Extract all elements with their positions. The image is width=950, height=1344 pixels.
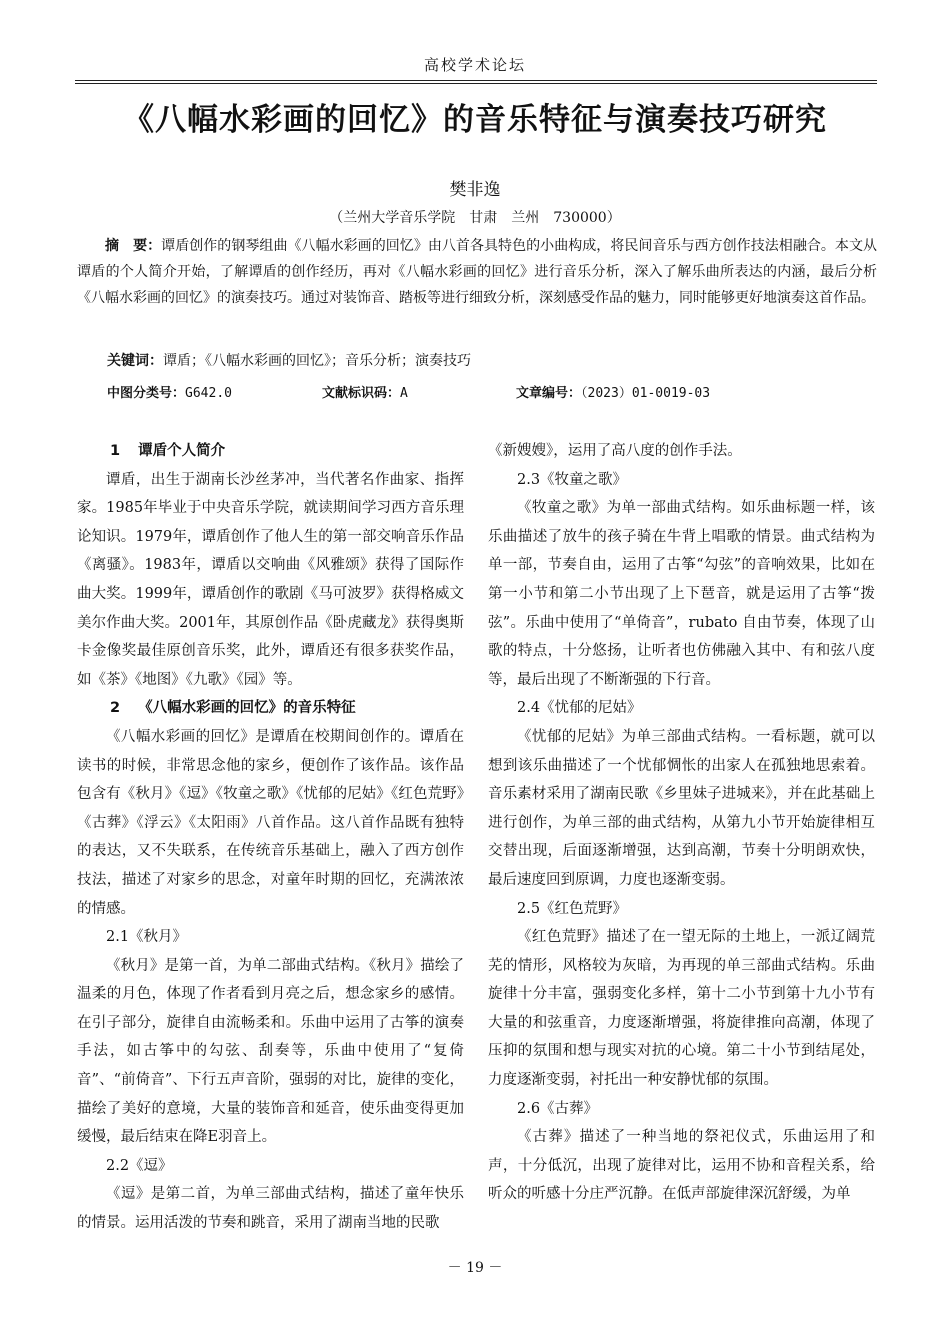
section-title: 《八幅水彩画的回忆》的音乐特征 xyxy=(138,700,356,717)
right-column xyxy=(488,437,875,1209)
subsection-heading-2-6: 2.6《古葬》 xyxy=(517,1100,599,1117)
keywords-label: 关键词： xyxy=(107,353,163,369)
clc-value: G642.0 xyxy=(185,386,232,401)
article-author: 樊非逸 xyxy=(449,180,501,200)
abstract-label: 摘 要： xyxy=(105,238,162,254)
paragraph: 《古葬》描述了一种当地的祭祀仪式，乐曲运用了和声，十分低沉，出现了旋律对比，运用不协和音程关系，给听众的听感十分庄严沉静。在低声部旋律深沉舒缓，为单 xyxy=(488,1129,875,1203)
paragraph: 《逗》是第二首，为单三部曲式结构，描述了童年快乐的情景。运用活泼的节奏和跳音，采用了湖南当地的民歌 xyxy=(77,1186,464,1232)
subsection-heading-2-5: 2.5《红色荒野》 xyxy=(517,900,628,917)
journal-header: 高校学术论坛 xyxy=(423,56,526,74)
header-rule-double xyxy=(75,83,877,84)
paragraph: 《忧郁的尼姑》为单三部曲式结构。一看标题，就可以想到该乐曲描述了一个忧郁惆怅的出家人在孤独地思索着。音乐素材采用了湖南民歌《乡里妹子进城来》，并在此基础上进行创作，为单三部的曲式结构，从第九小节开始旋律相互交替出现，后面逐渐增强，达到高潮，节奏十分明朗欢快，最后速度回到原调，力度也逐渐变弱。 xyxy=(488,728,875,888)
article-title: 《八幅水彩画的回忆》的音乐特征与演奏技巧研究 xyxy=(123,102,827,138)
section-number: 2 xyxy=(110,700,121,717)
article-number-value: （2023）01-0019-03 xyxy=(581,386,711,401)
clc-number xyxy=(107,382,232,401)
section-number: 1 xyxy=(110,443,121,459)
keywords-text: 谭盾；《八幅水彩画的回忆》；音乐分析；演奏技巧 xyxy=(163,353,471,369)
document-code-label: 文献标识码： xyxy=(322,386,401,401)
document-code xyxy=(322,382,408,401)
keywords xyxy=(107,350,471,370)
header-rule xyxy=(75,80,877,81)
paragraph: 《秋月》是第一首，为单二部曲式结构。《秋月》描绘了温柔的月色，体现了作者看到月亮之后，想念家乡的感情。在引子部分，旋律自由流畅柔和。乐曲中运用了古筝的演奏手法，如古筝中的勾弦、刮奏等，乐曲中使用了“复倚音”、“前倚音”、下行五声音阶，强弱的对比，旋律的变化，描绘了美好的意境，大量的装饰音和延音，使乐曲变得更加缓慢，最后结束在降E羽音上。 xyxy=(77,957,464,1146)
subsection-heading-2-4: 2.4《忧郁的尼姑》 xyxy=(517,700,642,717)
paragraph-continued: 《新嫂嫂》，运用了高八度的创作手法。 xyxy=(488,443,742,459)
subsection-heading-2-3: 2.3《牧童之歌》 xyxy=(517,471,628,488)
paragraph: 《牧童之歌》为单一部曲式结构。如乐曲标题一样，该乐曲描述了放牛的孩子骑在牛背上唱歌的情景。曲式结构为单一部，节奏自由，运用了古筝“勾弦”的音响效果，比如在第一小节和第二小节出现了上下琶音，就是运用了古筝“拨弦”。乐曲中使用了“单倚音”，rubato 自由节奏，体现了山歌的特点，十分悠扬，让听者也仿佛融入其中、有和弦八度等，最后出现了不断渐强的下行音。 xyxy=(488,500,875,688)
section-title: 谭盾个人简介 xyxy=(138,443,226,459)
paragraph: 谭盾，出生于湖南长沙丝茅冲，当代著名作曲家、指挥家。1985年毕业于中央音乐学院，就读期间学习西方音乐理论知识。1979年，谭盾创作了他人生的第一部交响音乐作品《离骚》。1983年，谭盾以交响曲《风雅颂》获得了国际作曲大奖。1999年，谭盾创作的歌剧《马可波罗》获得格威文美尔作曲大奖。2001年，其原创作品《卧虎藏龙》获得奥斯卡金像奖最佳原创音乐奖，此外，谭盾还有很多获奖作品，如《茶》《地图》《九歌》《园》等。 xyxy=(77,471,464,688)
author-affiliation: （兰州大学音乐学院 甘肃 兰州 730000） xyxy=(329,210,621,226)
clc-label: 中图分类号： xyxy=(107,386,186,401)
section-heading-2 xyxy=(77,694,464,723)
subsection-heading-2-1: 2.1《秋月》 xyxy=(106,929,188,946)
abstract-text: 谭盾创作的钢琴组曲《八幅水彩画的回忆》由八首各具特色的小曲构成，将民间音乐与西方创作技法相融合。本文从谭盾的个人简介开始，了解谭盾的创作经历，再对《八幅水彩画的回忆》进行音乐分析，深入了解乐曲所表达的内涵，最后分析《八幅水彩画的回忆》的演奏技巧。通过对装饰音、踏板等进行细致分析，深刻感受作品的魅力，同时能够更好地演奏这首作品。 xyxy=(77,238,878,306)
article-number xyxy=(516,382,710,401)
page-number: － 19 － xyxy=(447,1260,503,1276)
left-column xyxy=(77,437,464,1238)
document-code-value: A xyxy=(400,386,408,401)
section-heading-1 xyxy=(77,437,464,466)
subsection-heading-2-2: 2.2《逗》 xyxy=(106,1157,173,1174)
paragraph: 《八幅水彩画的回忆》是谭盾在校期间创作的。谭盾在读书的时候，非常思念他的家乡，便创作了该作品。该作品包含有《秋月》《逗》《牧童之歌》《忧郁的尼姑》《红色荒野》《古葬》《浮云》《太阳雨》八首作品。这八首作品既有独特的表达，又不失联系，在传统音乐基础上，融入了西方创作技法，描述了对家乡的思念，对童年时期的回忆，充满浓浓的情感。 xyxy=(77,728,464,917)
abstract xyxy=(77,233,877,311)
article-number-label: 文章编号： xyxy=(516,386,582,401)
paragraph: 《红色荒野》描述了在一望无际的土地上，一派辽阔荒芜的情形，风格较为灰暗，为再现的单三部曲式结构。乐曲旋律十分丰富，强弱变化多样，第十二小节到第十九小节有大量的和弦重音，力度逐渐增强，将旋律推向高潮，体现了压抑的氛围和想与现实对抗的心境。第二十小节到结尾处，力度逐渐变弱，衬托出一种安静忧郁的氛围。 xyxy=(488,929,875,1089)
